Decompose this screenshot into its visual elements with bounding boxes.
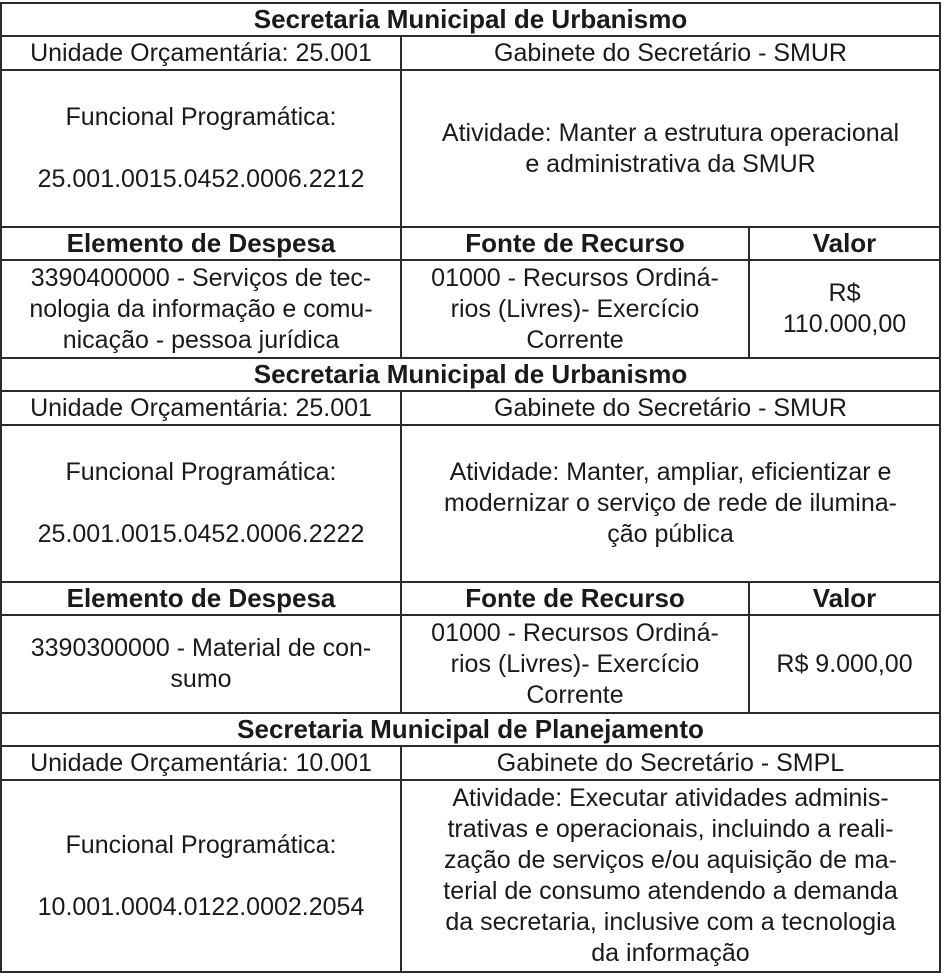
funcional-programatica [1, 70, 401, 227]
section-title-row [1, 713, 940, 746]
atividade: Atividade: Manter, ampliar, eficientizar e modernizar o serviço de rede de ilumina- ção pública [401, 425, 940, 582]
funcional-label: Funcional Programática: [65, 830, 337, 859]
section-title-row [1, 3, 940, 36]
unidade-orcamentaria: Unidade Orçamentária: 25.001 [1, 391, 401, 425]
funcional-code: 10.001.0004.0122.0002.2054 [37, 892, 365, 921]
unidade-row [1, 391, 940, 425]
elemento-despesa: 3390400000 - Serviços de tec- nologia da informação e comu- nicação - pessoa jurídica [1, 260, 401, 358]
funcional-label: Funcional Programática: [65, 458, 337, 486]
elemento-despesa: 3390300000 - Material de con- sumo [1, 615, 401, 713]
header-fonte-recurso: Fonte de Recurso [401, 227, 749, 260]
unidade-orcamentaria: Unidade Orçamentária: 10.001 [1, 746, 401, 780]
section-title: Secretaria Municipal de Planejamento [1, 713, 940, 746]
atividade: Atividade: Manter a estrutura operacional e administrativa da SMUR [401, 70, 940, 227]
gabinete: Gabinete do Secretário - SMUR [401, 391, 940, 425]
gabinete: Gabinete do Secretário - SMPL [401, 746, 940, 780]
funcional-code: 25.001.0015.0452.0006.2222 [37, 520, 365, 548]
gabinete: Gabinete do Secretário - SMUR [401, 36, 940, 70]
valor: R$ 110.000,00 [749, 260, 940, 358]
funcional-programatica [1, 425, 401, 582]
atividade: Atividade: Executar atividades adminis- trativas e operacionais, incluindo a reali- zação de serviços e/ou aquisição de ma- terial de consumo atendendo a demanda da secretaria, inclusive com a tecnologia da informação [401, 780, 940, 972]
expense-row [1, 615, 940, 713]
unidade-row [1, 746, 940, 780]
expense-row [1, 260, 940, 358]
header-fonte-recurso: Fonte de Recurso [401, 582, 749, 615]
funcional-programatica [1, 780, 401, 972]
header-valor: Valor [749, 582, 940, 615]
header-elemento-despesa: Elemento de Despesa [1, 227, 401, 260]
funcional-label: Funcional Programática: [65, 103, 337, 131]
funcional-code: 25.001.0015.0452.0006.2212 [37, 165, 365, 193]
section-title: Secretaria Municipal de Urbanismo [1, 3, 940, 36]
valor: R$ 9.000,00 [749, 615, 940, 713]
fonte-recurso: 01000 - Recursos Ordiná- rios (Livres)- Exercício Corrente [401, 260, 749, 358]
column-header-row [1, 227, 940, 260]
section-title: Secretaria Municipal de Urbanismo [1, 358, 940, 391]
header-valor: Valor [749, 227, 940, 260]
budget-table [0, 2, 941, 973]
column-header-row [1, 582, 940, 615]
funcional-row [1, 425, 940, 582]
unidade-orcamentaria: Unidade Orçamentária: 25.001 [1, 36, 401, 70]
fonte-recurso: 01000 - Recursos Ordiná- rios (Livres)- Exercício Corrente [401, 615, 749, 713]
section-title-row [1, 358, 940, 391]
header-elemento-despesa: Elemento de Despesa [1, 582, 401, 615]
funcional-row [1, 70, 940, 227]
unidade-row [1, 36, 940, 70]
funcional-row [1, 780, 940, 972]
